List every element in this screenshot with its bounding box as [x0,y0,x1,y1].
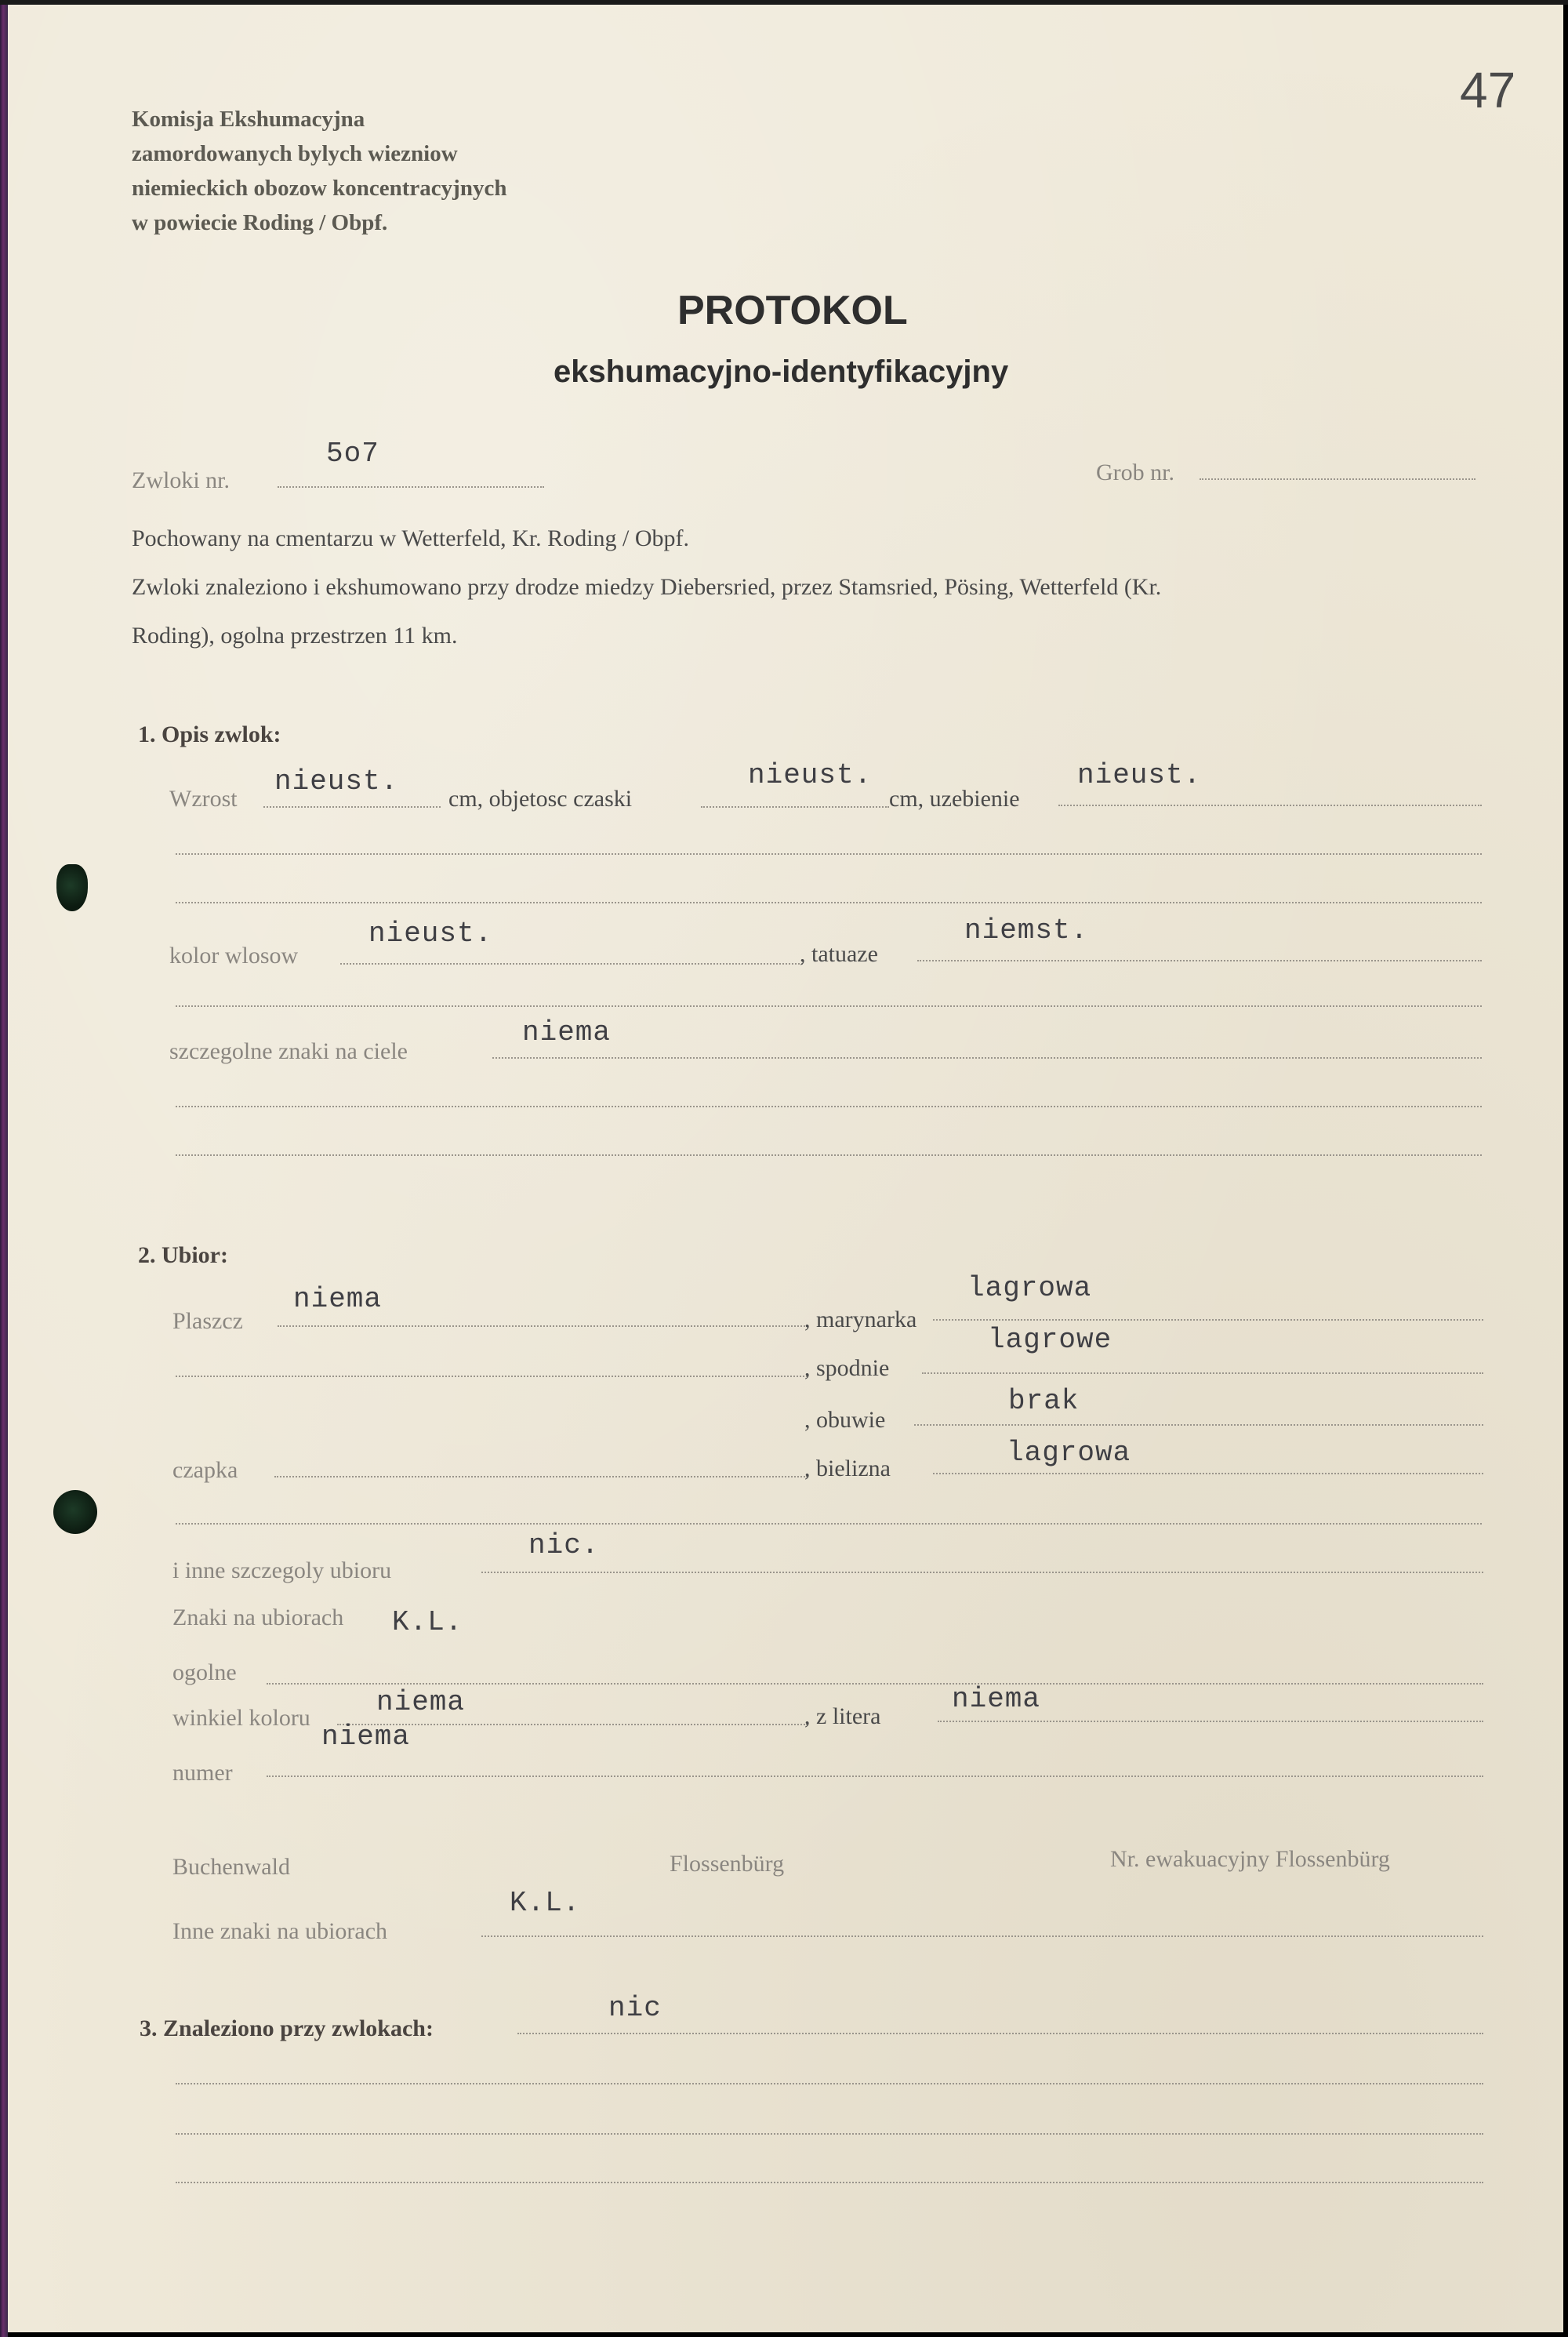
kolor-wlosow-value: nieust. [368,918,493,950]
spodnie-label: , spodnie [804,1355,890,1381]
punch-hole-bottom [53,1490,97,1534]
flossenburg-label: Flossenbürg [670,1851,785,1877]
nr-ewakuacyjny-label: Nr. ewakuacyjny Flossenbürg [1110,1846,1390,1872]
blank-line-1 [176,853,1482,855]
blank-line-9 [176,2182,1483,2183]
inne-znaki-line [481,1935,1483,1937]
buchenwald-label: Buchenwald [172,1854,290,1880]
section-1-heading: 1. Opis zwlok: [138,721,281,747]
spodnie-value: lagrowe [988,1324,1112,1356]
found-location-line-1: Zwloki znaleziono i ekshumowano przy drodze miedzy Diebersried, przez Stamsried, Pösing, Wetterfeld (Kr. [132,574,1162,600]
obuwie-value: brak [1008,1385,1080,1417]
znaki-ciele-label: szczegolne znaki na ciele [169,1038,408,1064]
section-3-value: nic [608,1992,662,2024]
document-page [8,5,1563,2332]
section-3-heading: 3. Znaleziono przy zwlokach: [140,2015,434,2041]
czapka-line [274,1476,808,1477]
plaszcz-line [278,1325,808,1327]
blank-line-6 [176,1523,1482,1525]
header-line-3: niemieckich obozow koncentracyjnych [132,176,507,201]
numer-label: numer [172,1760,233,1786]
uzebienie-value: nieust. [1077,759,1202,791]
header-line-2: zamordowanych bylych wiezniow [132,141,458,166]
obuwie-line [914,1424,1483,1426]
uzebienie-line [1058,805,1482,806]
znaki-ciele-line [492,1057,1482,1059]
litera-line [938,1721,1483,1722]
czaszka-line [701,806,889,808]
winkiel-label: winkiel koloru [172,1705,310,1731]
header-line-4: w powiecie Roding / Obpf. [132,210,388,235]
obuwie-label: , obuwie [804,1407,886,1433]
wzrost-value: nieust. [274,765,399,798]
page-number: 47 [1460,62,1516,118]
spodnie-left-line [176,1376,808,1377]
document-title: PROTOKOL [677,288,908,333]
document-subtitle: ekshumacyjno-identyfikacyjny [554,354,1009,389]
litera-label: , z litera [804,1703,881,1729]
inne-znaki-label: Inne znaki na ubiorach [172,1918,388,1944]
inne-znaki-value: K.L. [510,1887,581,1919]
blank-line-4 [176,1106,1482,1107]
inne-szczegoly-line [481,1572,1483,1573]
header-line-1: Komisja Ekshumacyjna [132,107,365,132]
ogolne-line [267,1683,1483,1685]
scan-edge-left [0,0,8,2337]
inne-szczegoly-label: i inne szczegoly ubioru [172,1557,392,1583]
bielizna-label: , bielizna [804,1456,891,1481]
tatuaze-label: , tatuaze [800,941,878,967]
section-3-line [517,2033,1483,2034]
marynarka-label: , marynarka [804,1307,917,1332]
kolor-wlosow-label: kolor wlosow [169,943,299,969]
numer-line [267,1775,1483,1777]
blank-line-5 [176,1154,1482,1156]
znaki-ubior-label: Znaki na ubiorach [172,1605,344,1630]
bielizna-value: lagrowa [1007,1437,1131,1469]
burial-place-text: Pochowany na cmentarzu w Wetterfeld, Kr. Roding / Obpf. [132,525,690,551]
grob-line [1200,478,1475,480]
blank-line-3 [176,1005,1482,1007]
plaszcz-label: Plaszcz [172,1308,243,1334]
tatuaze-value: niemst. [964,914,1089,947]
punch-hole-top [56,864,88,911]
wzrost-label: Wzrost [169,786,238,812]
blank-line-2 [176,902,1482,903]
znaki-ubior-value: K.L. [392,1606,463,1638]
marynarka-value: lagrowa [967,1272,1092,1304]
blank-line-7 [176,2083,1483,2084]
cm-uzebienie-label: cm, uzebienie [889,786,1020,812]
spodnie-line [922,1372,1483,1374]
tatuaze-line [917,960,1482,961]
zwloki-label: Zwloki nr. [132,467,230,493]
cm-objetosc-label: cm, objetosc czaski [448,786,633,812]
czaszka-value: nieust. [748,759,873,791]
znaki-ciele-value: niema [522,1016,612,1049]
blank-line-8 [176,2133,1483,2135]
czapka-label: czapka [172,1457,238,1483]
wzrost-line [263,806,441,808]
zwloki-line [278,486,544,488]
marynarka-line [933,1319,1483,1321]
ogolne-label: ogolne [172,1659,237,1685]
plaszcz-value: niema [293,1283,383,1315]
litera-value: niema [952,1683,1041,1715]
winkiel-value: niema [376,1686,466,1718]
grob-label: Grob nr. [1096,460,1174,485]
kolor-wlosow-line [340,963,803,965]
bielizna-line [933,1473,1483,1474]
zwloki-value: 5o7 [326,438,379,470]
numer-value: niema [321,1721,411,1753]
commission-header [132,102,506,240]
section-2-heading: 2. Ubior: [138,1242,228,1268]
inne-szczegoly-value: nic. [528,1529,600,1561]
found-location-line-2: Roding), ogolna przestrzen 11 km. [132,623,458,649]
